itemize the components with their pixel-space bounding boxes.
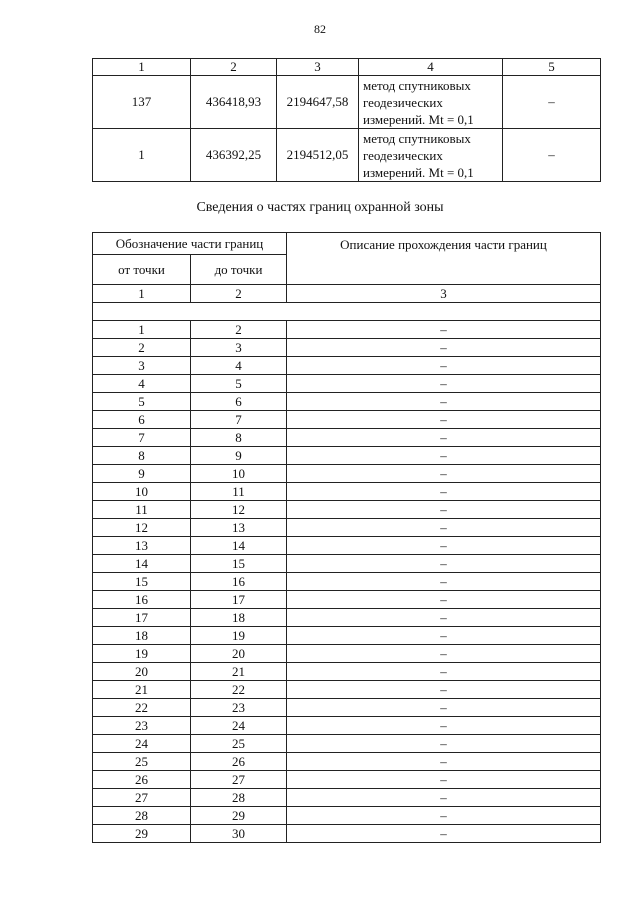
table-row	[93, 357, 601, 375]
table-row	[93, 699, 601, 717]
table-row	[93, 555, 601, 573]
table-row	[93, 429, 601, 447]
from-point: 5	[93, 393, 191, 411]
to-point: 29	[191, 807, 287, 825]
from-point: 6	[93, 411, 191, 429]
description: –	[287, 771, 601, 789]
description: –	[287, 789, 601, 807]
from-point: 8	[93, 447, 191, 465]
description: –	[287, 807, 601, 825]
table-row	[93, 591, 601, 609]
to-point: 17	[191, 591, 287, 609]
description: –	[287, 411, 601, 429]
description: –	[287, 573, 601, 591]
to-point: 8	[191, 429, 287, 447]
point-number: 137	[93, 76, 191, 129]
to-point: 25	[191, 735, 287, 753]
table-row	[93, 681, 601, 699]
description: –	[287, 483, 601, 501]
method-cell	[359, 129, 503, 182]
table-row	[93, 375, 601, 393]
to-point: 6	[191, 393, 287, 411]
from-point: 22	[93, 699, 191, 717]
table-row	[93, 789, 601, 807]
description: –	[287, 393, 601, 411]
col-header-4: 4	[359, 59, 503, 76]
from-point: 26	[93, 771, 191, 789]
from-point: 21	[93, 681, 191, 699]
table-row	[93, 519, 601, 537]
description: –	[287, 357, 601, 375]
table-row	[93, 339, 601, 357]
from-point: 12	[93, 519, 191, 537]
table-row	[93, 807, 601, 825]
to-point: 24	[191, 717, 287, 735]
column-number-row	[93, 285, 601, 303]
col-number-3: 3	[287, 285, 601, 303]
description: –	[287, 429, 601, 447]
description: –	[287, 321, 601, 339]
to-point: 10	[191, 465, 287, 483]
boundary-parts-table	[92, 232, 601, 843]
section-title: Сведения о частях границ охранной зоны	[196, 200, 444, 215]
blank-row	[93, 303, 601, 321]
from-point: 17	[93, 609, 191, 627]
from-point: 18	[93, 627, 191, 645]
method-line: измерений. Mt = 0,1	[363, 164, 474, 180]
from-point: 16	[93, 591, 191, 609]
to-point: 3	[191, 339, 287, 357]
from-point: 19	[93, 645, 191, 663]
method-line: геодезических	[363, 94, 443, 110]
note-cell: –	[503, 76, 601, 129]
to-point: 4	[191, 357, 287, 375]
description: –	[287, 555, 601, 573]
description: –	[287, 447, 601, 465]
table-row	[93, 537, 601, 555]
from-point: 4	[93, 375, 191, 393]
table-row	[93, 825, 601, 843]
description: –	[287, 825, 601, 843]
description: –	[287, 375, 601, 393]
description: –	[287, 645, 601, 663]
coordinate-x: 436418,93	[191, 76, 277, 129]
boundary-header-row	[93, 233, 601, 255]
method-line: измерений. Mt = 0,1	[363, 111, 474, 127]
description: –	[287, 627, 601, 645]
to-point: 15	[191, 555, 287, 573]
table-row	[93, 447, 601, 465]
table-row	[93, 393, 601, 411]
to-point: 7	[191, 411, 287, 429]
description: –	[287, 501, 601, 519]
blank-cell	[93, 303, 601, 321]
from-point: 7	[93, 429, 191, 447]
from-point: 28	[93, 807, 191, 825]
method-line: метод спутниковых	[363, 77, 471, 93]
from-point: 15	[93, 573, 191, 591]
from-point: 11	[93, 501, 191, 519]
to-point: 12	[191, 501, 287, 519]
table-row	[93, 609, 601, 627]
description: –	[287, 699, 601, 717]
coordinate-x: 436392,25	[191, 129, 277, 182]
from-point: 9	[93, 465, 191, 483]
table-row	[93, 501, 601, 519]
table-row	[93, 483, 601, 501]
to-point: 5	[191, 375, 287, 393]
to-point: 13	[191, 519, 287, 537]
method-line: геодезических	[363, 147, 443, 163]
table-row	[93, 753, 601, 771]
col-header-1: 1	[93, 59, 191, 76]
coordinate-y: 2194647,58	[277, 76, 359, 129]
description: –	[287, 519, 601, 537]
col-number-2: 2	[191, 285, 287, 303]
note-cell: –	[503, 129, 601, 182]
to-point: 22	[191, 681, 287, 699]
description: –	[287, 609, 601, 627]
to-point: 21	[191, 663, 287, 681]
to-point: 30	[191, 825, 287, 843]
description: –	[287, 717, 601, 735]
from-point: 14	[93, 555, 191, 573]
header-description: Описание прохождения части границ	[287, 233, 601, 285]
to-point: 18	[191, 609, 287, 627]
from-point: 29	[93, 825, 191, 843]
to-point: 28	[191, 789, 287, 807]
method-line: метод спутниковых	[363, 130, 471, 146]
header-from: от точки	[93, 255, 191, 285]
table-row	[93, 411, 601, 429]
col-header-5: 5	[503, 59, 601, 76]
description: –	[287, 753, 601, 771]
table-row	[93, 573, 601, 591]
to-point: 14	[191, 537, 287, 555]
table-row	[93, 717, 601, 735]
from-point: 25	[93, 753, 191, 771]
point-number: 1	[93, 129, 191, 182]
col-header-3: 3	[277, 59, 359, 76]
to-point: 23	[191, 699, 287, 717]
description: –	[287, 537, 601, 555]
method-cell	[359, 76, 503, 129]
description: –	[287, 735, 601, 753]
from-point: 23	[93, 717, 191, 735]
header-group: Обозначение части границ	[93, 233, 287, 255]
to-point: 9	[191, 447, 287, 465]
from-point: 24	[93, 735, 191, 753]
table-row	[93, 663, 601, 681]
to-point: 27	[191, 771, 287, 789]
description: –	[287, 591, 601, 609]
header-to: до точки	[191, 255, 287, 285]
from-point: 20	[93, 663, 191, 681]
from-point: 27	[93, 789, 191, 807]
page-number: 82	[314, 22, 326, 36]
from-point: 10	[93, 483, 191, 501]
description: –	[287, 339, 601, 357]
table-row	[93, 76, 601, 129]
table-row	[93, 771, 601, 789]
col-number-1: 1	[93, 285, 191, 303]
table-row	[93, 645, 601, 663]
description: –	[287, 681, 601, 699]
to-point: 11	[191, 483, 287, 501]
from-point: 13	[93, 537, 191, 555]
table-row	[93, 129, 601, 182]
description: –	[287, 465, 601, 483]
from-point: 1	[93, 321, 191, 339]
table-row	[93, 465, 601, 483]
coordinates-header-row	[93, 59, 601, 76]
coordinates-table	[92, 58, 601, 182]
from-point: 2	[93, 339, 191, 357]
to-point: 26	[191, 753, 287, 771]
from-point: 3	[93, 357, 191, 375]
col-header-2: 2	[191, 59, 277, 76]
to-point: 20	[191, 645, 287, 663]
to-point: 16	[191, 573, 287, 591]
coordinate-y: 2194512,05	[277, 129, 359, 182]
to-point: 2	[191, 321, 287, 339]
description: –	[287, 663, 601, 681]
to-point: 19	[191, 627, 287, 645]
table-row	[93, 627, 601, 645]
table-row	[93, 321, 601, 339]
table-row	[93, 735, 601, 753]
